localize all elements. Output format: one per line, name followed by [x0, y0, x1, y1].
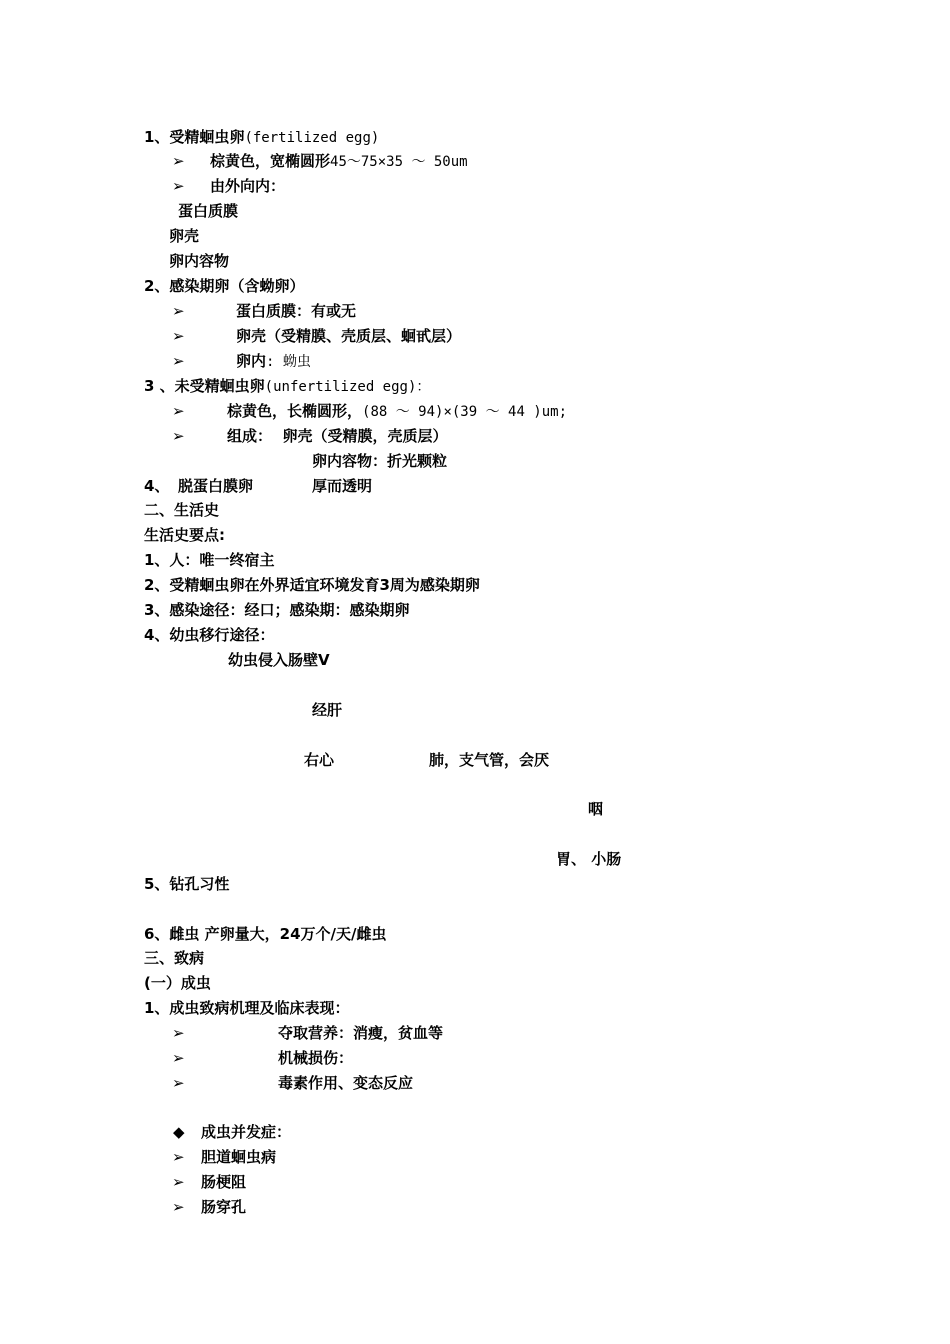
- arrow-bullet-icon: ➢: [172, 352, 185, 370]
- life-point-2: 2、受精蛔虫卵在外界适宜环境发育3周为感染期卵: [144, 576, 480, 594]
- egg3-title-cn: 3 、未受精蛔虫卵: [144, 377, 265, 395]
- egg2-title: 2、感染期卵（含蚴卵）: [144, 277, 305, 295]
- arrow-bullet-icon: ➢: [172, 402, 185, 420]
- arrow-bullet-icon: ➢: [172, 302, 185, 320]
- egg4-num: 4、: [144, 477, 170, 495]
- migration-step-3: 右心: [304, 751, 335, 769]
- arrow-bullet-icon: ➢: [172, 1049, 185, 1067]
- complications-title: 成虫并发症：: [201, 1123, 292, 1141]
- egg2-bullet-3: [236, 351, 311, 372]
- arrow-bullet-icon: ➢: [172, 1074, 185, 1092]
- egg3-bullet-1-size: (88 ～ 94)×(39 ～ 44 )um;: [362, 404, 568, 420]
- egg1-title-cn: 1、受精蛔虫卵: [144, 128, 245, 146]
- arrow-bullet-icon: ➢: [172, 427, 185, 445]
- egg1-bullet-1: [210, 151, 468, 172]
- migration-step-2: 经肝: [312, 701, 343, 719]
- arrow-bullet-icon: ➢: [172, 1173, 185, 1191]
- arrow-bullet-icon: ➢: [172, 327, 185, 345]
- life-point-4: 4、幼虫移行途径：: [144, 626, 275, 644]
- complication-2: 肠梗阻: [201, 1173, 247, 1191]
- life-point-6: 6、雌虫 产卵量大，24万个/天/雌虫: [144, 925, 387, 943]
- egg4-name: 脱蛋白膜卵: [178, 477, 254, 495]
- patho-subheading: (一）成虫: [144, 974, 211, 992]
- arrow-bullet-icon: ➢: [172, 1198, 185, 1216]
- egg3-title: [144, 376, 430, 397]
- migration-step-1: 幼虫侵入肠壁Ⅴ: [228, 651, 330, 669]
- life-heading: 二、生活史: [144, 501, 220, 519]
- migration-step-5: 咽: [588, 800, 604, 818]
- egg3-bullet-2-cont: 卵内容物：折光颗粒: [312, 452, 448, 470]
- arrow-bullet-icon: ➢: [172, 1148, 185, 1166]
- egg3-bullet-1-text: 棕黄色，长椭圆形，: [227, 402, 363, 420]
- life-point-1: 1、人：唯一终宿主: [144, 551, 275, 569]
- migration-step-6: 胃、 小肠: [556, 850, 622, 868]
- patho-bullet-3: 毒素作用、变态反应: [278, 1074, 414, 1092]
- migration-step-4: 肺，支气管，会厌: [429, 751, 550, 769]
- arrow-bullet-icon: ➢: [172, 1024, 185, 1042]
- egg1-layer-2: 卵壳: [169, 227, 200, 245]
- egg4-desc: 厚而透明: [312, 477, 373, 495]
- egg3-title-en: (unfertilized egg)：: [264, 379, 431, 395]
- egg3-bullet-2: 组成： 卵壳（受精膜，壳质层）: [227, 427, 448, 445]
- complication-3: 肠穿孔: [201, 1198, 247, 1216]
- patho-bullet-1: 夺取营养：消瘦，贫血等: [278, 1024, 444, 1042]
- life-points-title: 生活史要点:: [144, 526, 225, 544]
- egg2-bullet-2: 卵壳（受精膜、壳质层、蛔甙层）: [236, 327, 462, 345]
- egg3-bullet-1: [227, 401, 567, 422]
- egg1-bullet-1-text: 棕黄色，宽椭圆形: [210, 152, 331, 170]
- life-point-3: 3、感染途径：经口；感染期：感染期卵: [144, 601, 410, 619]
- patho-heading: 三、致病: [144, 949, 205, 967]
- diamond-bullet-icon: ◆: [173, 1123, 185, 1141]
- egg1-layer-3: 卵内容物: [169, 252, 230, 270]
- patho-bullet-2: 机械损伤：: [278, 1049, 354, 1067]
- patho-title-1: 1、成虫致病机理及临床表现：: [144, 999, 350, 1017]
- egg1-title-en: (fertilized egg): [244, 130, 380, 146]
- arrow-bullet-icon: ➢: [172, 152, 185, 170]
- egg2-bullet-3-label: 卵内: [236, 352, 267, 370]
- egg2-bullet-1: 蛋白质膜：有或无: [236, 302, 357, 320]
- egg2-bullet-3-value: : 蚴虫: [266, 354, 311, 370]
- life-point-5: 5、钻孔习性: [144, 875, 230, 893]
- complication-1: 胆道蛔虫病: [201, 1148, 277, 1166]
- egg1-title: [144, 127, 379, 148]
- egg1-bullet-1-size: 45～75×35 ～ 50um: [330, 154, 468, 170]
- arrow-bullet-icon: ➢: [172, 177, 185, 195]
- egg1-bullet-2: 由外向内：: [210, 177, 286, 195]
- egg1-layer-1: 蛋白质膜: [178, 202, 239, 220]
